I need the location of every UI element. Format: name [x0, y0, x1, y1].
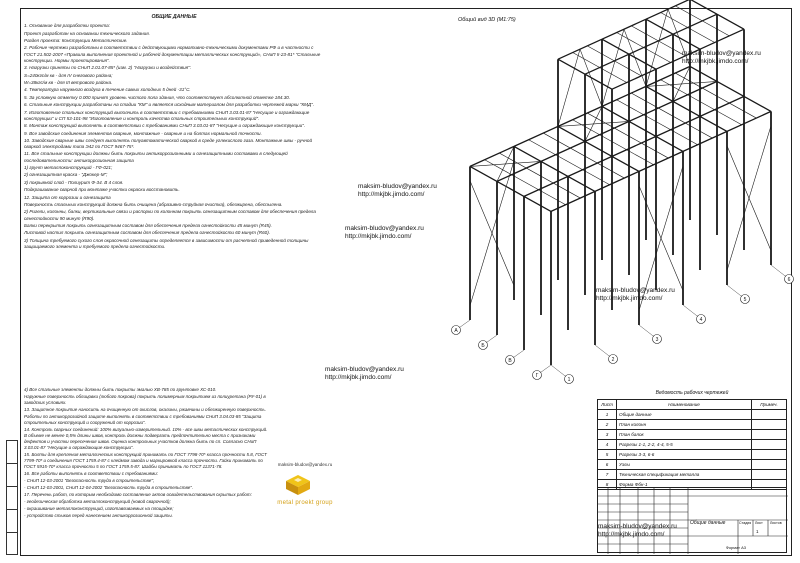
axis-label: 4: [699, 316, 703, 323]
watermark-4: [596, 287, 675, 303]
beam: [524, 196, 551, 211]
sheet-cell-name: План балок: [617, 430, 752, 440]
beam: [612, 156, 639, 171]
sheet-cell-note: [752, 440, 787, 450]
general-notes: [24, 14, 324, 251]
col-note: Примеч.: [752, 400, 787, 410]
beam: [612, 136, 656, 156]
stamp-name: Общие данные: [690, 520, 726, 526]
beam: [585, 121, 629, 141]
joist: [627, 150, 654, 165]
note-line: - геодезическая обработка металлоконструкций (новой сварочной);: [24, 499, 171, 504]
note-line: 6. Стальные конструкции разработаны на стадии "КМ" и является исходным материалом для разработки чертежей марки "КМД".: [24, 102, 315, 108]
brace: [673, 66, 690, 101]
vertical-brace: [727, 146, 771, 251]
note-line: 2) Ригели, колонны, балки, вертикальные связи и распорки по колоннам покрыть огнезащитным составом для обеспечения предела огнестойкости 90 минут (R90).: [24, 209, 316, 221]
sheet-cell-note: [752, 420, 787, 430]
joist: [614, 128, 641, 143]
watermark-url: http://mkjbk.jimdo.com/: [325, 374, 392, 381]
logo-name: metal proekt group: [277, 500, 333, 506]
note-line: 14. Контроль сварных соединений: 100% визуально-измерительный. 10% - все швы металлических конструкций. В объеме не менее 0,5% длины швов, контроль должны подвергать предпочтительно места с признаками дефектов и участки пересечения швов. Оценка контрольных участков должна быть по сп. Согласно СНиП 3.03.01-87 "Несущие и ограждающие конструкции".: [24, 427, 268, 450]
joist: [583, 170, 610, 185]
note-line: - окрашивание металлоконструкций, изготавливаемых на площадке;: [24, 506, 174, 511]
axis-label: 1: [567, 376, 571, 383]
sheet-cell-note: [752, 410, 787, 420]
note-line: Поверхность стальных конструкций должна быть очищена (абразивно-струйная очистка), обезжирена, обеспылена.: [24, 202, 283, 208]
joist: [587, 113, 614, 128]
note-line: 4. Температура наружного воздуха в течение самых холодных 5 дней -31°С.: [24, 87, 191, 93]
beam: [541, 161, 568, 176]
company-logo: [255, 462, 355, 520]
note-line: 4) Все стальные элементы должны быть покрыты эмалью ХВ-785 по грунтовке ХС-010.: [24, 387, 217, 392]
sheet-row: [598, 420, 787, 430]
sheet-row: [598, 410, 787, 420]
note-line: 7. Изготовление стальных конструкций выполнить в соответствии с требованиями СНиП 3.03.01-87 "Несущие и ограждающие конструкции" и СП 53-101-98 "Изготовление и контроль качества стальных строительных конструкций".: [24, 109, 310, 121]
note-line: 15. Болты для крепления металлических конструкций принимать по ГОСТ 7798-70* класса прочности 5.8, ГОСТ 7799-70* и соединения ГОСТ 1759.4-87 с клеймом завода и маркировкой класса прочности. Гайки принимать по ГОСТ 5915-70* класса прочности 5 по ГОСТ 1759.5-87. Шайбы принимать по ГОСТ 11371-78.: [24, 452, 267, 469]
general-notes-continued: [24, 387, 269, 520]
beam: [656, 116, 700, 136]
beam: [656, 136, 683, 151]
brace: [497, 146, 514, 181]
beam: [524, 176, 568, 196]
sheet-cell-n: 5: [598, 450, 617, 460]
note-line: S=240кгс/м кв - для IV снегового района;: [24, 72, 113, 78]
joist: [556, 155, 583, 170]
sheet-row: [598, 460, 787, 470]
truss-web: [580, 49, 602, 106]
watermark-url: http://mkjbk.jimdo.com/: [345, 233, 412, 240]
sheet-cell-note: [752, 430, 787, 440]
watermark-url: http://mkjbk.jimdo.com/: [682, 58, 749, 65]
joist: [526, 168, 553, 183]
beam: [673, 101, 700, 116]
note-line: 13. Защитное покрытие наносить на очищенную от окислов, окалины, ржавчины и обезжиренную поверхность.: [24, 407, 266, 412]
axis-label: В: [508, 357, 512, 364]
stamp-sheet-label: Лист: [755, 521, 763, 525]
beam: [558, 126, 585, 141]
view-title: Общий вид 3D (М1:75): [458, 17, 516, 23]
joist: [543, 133, 570, 148]
note-line: - СНиП 12-03-2001, СНиП 12-04-2002 "Безопасность труда в строительстве".: [24, 485, 194, 490]
joist: [573, 120, 600, 135]
brace: [585, 106, 602, 141]
joist: [675, 73, 702, 88]
logo-email: maksim-bludov@yandex.ru: [277, 462, 333, 467]
sheet-cell-name: Техническая спецификация металла: [617, 470, 752, 480]
watermark-email: maksim-bludov@yandex.ru: [345, 225, 424, 232]
beam: [585, 54, 629, 74]
sheet-cell-name: Форма Фбн-1: [617, 480, 752, 490]
beam: [646, 86, 673, 101]
watermark-email: maksim-bludov@yandex.ru: [682, 50, 761, 57]
joist: [600, 135, 627, 150]
joist: [529, 140, 556, 155]
notes-title: ОБЩИЕ ДАННЫЕ: [151, 14, 197, 20]
joist: [631, 26, 658, 41]
joist: [702, 88, 729, 103]
watermark-email: maksim-bludov@yandex.ru: [598, 523, 677, 530]
sheet-cell-n: 4: [598, 440, 617, 450]
joist: [485, 160, 512, 175]
joist: [644, 115, 671, 130]
watermark-5: [325, 366, 404, 382]
watermark-email: maksim-bludov@yandex.ru: [596, 287, 675, 294]
watermark-email: maksim-bludov@yandex.ru: [358, 183, 437, 190]
joist: [644, 48, 671, 63]
beam: [514, 146, 541, 161]
sheet-cell-name: Разрезы 1-1, 2-2, 4-4, 5-5: [617, 440, 752, 450]
joist: [587, 46, 614, 61]
note-line: 10. Заводские сварные швы следует выполнять полуавтоматической сваркой в среде углекислого газа. Монтажные швы - ручной сваркой электродами типа Э42 по ГОСТ 9467-75*.: [24, 137, 312, 150]
sheet-row: [598, 440, 787, 450]
sheet-cell-note: [752, 450, 787, 460]
beam: [673, 34, 700, 49]
joist: [512, 175, 539, 190]
beam: [497, 181, 524, 196]
sheet-cell-name: Разрезы 3-3, 6-6: [617, 450, 752, 460]
joist: [499, 153, 526, 168]
logo-cube-icon: [285, 474, 311, 496]
beam: [585, 74, 612, 89]
watermark-url: http://mkjbk.jimdo.com/: [358, 191, 425, 198]
beam: [700, 116, 727, 131]
sheet-cell-note: [752, 470, 787, 480]
note-line: 3) покрывной слой - Полиурит Ф-34. В 4 слоя.: [24, 179, 124, 185]
joist: [661, 80, 688, 95]
axis-label: 5: [743, 296, 747, 303]
beam: [646, 19, 673, 34]
beam: [558, 106, 602, 126]
watermark-email: maksim-bludov@yandex.ru: [325, 366, 404, 373]
sheets-caption: Ведомость рабочих чертежей: [655, 390, 729, 396]
stamp-sheet-number: 1: [756, 529, 759, 534]
joist: [702, 21, 729, 36]
stamp-format: Формат А3: [725, 545, 746, 550]
beam: [568, 156, 612, 176]
note-line: 9. Все заводские соединения элементов сварные, монтажные - сварные и на болтах нормальной точности.: [24, 130, 262, 136]
watermark-3: [345, 225, 424, 241]
col-sheet: Лист: [598, 400, 617, 410]
note-line: W=38кгс/м кв - для III ветрового района.: [24, 79, 113, 85]
note-line: Работы по антикоррозийной защите выполнять в соответствии с требованиями СНиП 3.04.03-85 "Защита строительных конструкций и сооружений от коррозии".: [24, 414, 262, 425]
joist: [631, 93, 658, 108]
note-line: 11. Все стальные конструкции должны быть покрыты антикоррозионными и огнезащитными составами в следующей последовательности: антикоррозионная защита: [24, 151, 288, 163]
beam: [629, 101, 673, 121]
joist: [729, 103, 756, 118]
sheet-cell-note: [752, 460, 787, 470]
sheet-cell-n: 6: [598, 460, 617, 470]
note-line: 17. Перечень работ, по которым необходимо составление актов освидетельствования скрытых работ:: [24, 492, 252, 497]
sheet-cell-name: Узлы: [617, 460, 752, 470]
binding-strip: [6, 440, 18, 555]
note-line: Проект разработан на основании технического задания.: [24, 30, 150, 36]
watermark-url: http://mkjbk.jimdo.com/: [596, 295, 663, 302]
beam: [558, 59, 585, 74]
sheet-row: [598, 470, 787, 480]
beam: [470, 166, 497, 181]
note-line: 3. Нагрузки приняты по СНиП 2.01.07-85* (изм. 2) "Нагрузки и воздействия":: [24, 65, 192, 71]
axis-label: Б: [481, 342, 485, 349]
note-line: - СНиП 12-03-2001 "Безопасность труда в строительстве";: [24, 478, 155, 483]
joist: [688, 95, 715, 110]
beam: [700, 96, 744, 116]
joist: [658, 108, 685, 123]
beam: [646, 66, 690, 86]
sheet-cell-n: 3: [598, 430, 617, 440]
note-line: 5. За условную отметку 0.000 принят уровень чистого пола здания, что соответствует абсолютной отметке 184.30.: [24, 94, 291, 100]
title-block: [597, 487, 787, 553]
sheets-table: [597, 387, 787, 490]
note-line: Наружные поверхность облицовки (любого покрова) покрыть полимерным покрытием из полиуретана (РУ-01) в заводских условиях.: [24, 394, 266, 405]
watermark-url: http://mkjbk.jimdo.com/: [598, 531, 665, 538]
sheet-cell-n: 2: [598, 420, 617, 430]
beam: [744, 96, 771, 111]
joist: [617, 100, 644, 115]
sheet-cell-name: План колонн: [617, 420, 752, 430]
beam: [629, 34, 673, 54]
sheet-cell-n: 7: [598, 470, 617, 480]
beam: [727, 111, 771, 131]
beam: [629, 54, 656, 69]
beam: [602, 106, 629, 121]
note-line: 12. Защита от коррозии и огнезащита: [24, 194, 111, 200]
note-line: 8. Монтаж конструкций выполнять в соответствии с требованиями СНиП 3.03.01-87 "Несущие и ограждающие конструкции".: [24, 123, 306, 129]
watermark-2: [358, 183, 437, 199]
notes-list: [24, 23, 324, 250]
note-line: Подкрашивание сварной при монтаже участки окраски восстановить.: [24, 187, 180, 193]
sheets-rows: [598, 410, 787, 490]
stamp-stage-label: Стадия: [739, 521, 752, 525]
axis-label: Г: [535, 372, 539, 379]
note-line: 1) грунт металлоконструкций - ГФ-021;: [24, 165, 113, 171]
axis-label: А: [454, 327, 458, 334]
note-line: 16. Все работы выполнять в соответствии с требованиями:: [24, 471, 159, 476]
beam: [568, 176, 595, 191]
note-line: 3) Толщина требуемого сухого слоя окрасочной огнезащиты определяется в зависимости от расчетной приведенной толщины защищаемого элемента и требуемого предела огнестойкости.: [24, 237, 309, 249]
beam: [717, 81, 744, 96]
beam: [629, 121, 656, 136]
sheet-cell-name: Общие данные: [617, 410, 752, 420]
joist: [715, 110, 742, 125]
axis-label: 6: [787, 276, 791, 283]
joist: [600, 68, 627, 83]
stamp-sheets-label: Листов: [770, 521, 782, 525]
watermark-1: [682, 50, 761, 66]
beam: [514, 126, 558, 146]
vertical-brace: [470, 181, 514, 286]
beam: [700, 29, 744, 49]
note-line: 1. Основание для разработки проекта:: [24, 23, 110, 29]
beam: [602, 39, 629, 54]
beam: [497, 161, 541, 181]
beam: [690, 66, 717, 81]
col-name: Наименование: [617, 400, 752, 410]
sheet-row: [598, 450, 787, 460]
note-line: Листовой настил покрыть огнезащитным составом для обеспечения предела огнестойкости 60 минут (R60).: [24, 230, 271, 236]
axis-label: 2: [611, 356, 615, 363]
joist: [570, 148, 597, 163]
truss-web: [624, 29, 646, 86]
beam: [585, 141, 612, 156]
axis-label: 3: [655, 336, 659, 343]
note-line: Балки перекрытия покрыть огнезащитным составом для обеспечения предела огнестойкости 45 минут (R45).: [24, 223, 272, 229]
sheet-cell-n: 1: [598, 410, 617, 420]
beam: [470, 146, 514, 166]
beam: [602, 86, 646, 106]
note-line: 2) огнезащитная краска - "Джокер-М";: [24, 172, 108, 178]
note-line: 2. Рабочие чертежи разработаны в соответствии с действующими нормативно-техническими документами РФ и в частности с ГОСТ 21.502-2007 «Правила выполнения проектной и рабочей документации металлических конструкций», СНиП II-23-81* "Стальные конструкции. Нормы проектирования".: [24, 45, 321, 63]
note-line: Раздел проекта: Конструкции Металлические.: [24, 37, 128, 43]
joist: [539, 190, 566, 205]
sheet-row: [598, 430, 787, 440]
beam: [541, 141, 585, 161]
beam: [673, 81, 717, 101]
note-line: - устройство стыков перед нанесением антикоррозионной защиты.: [24, 513, 173, 518]
joist: [688, 28, 715, 43]
sheet-cell-n: 8: [598, 480, 617, 490]
joist: [671, 130, 698, 145]
